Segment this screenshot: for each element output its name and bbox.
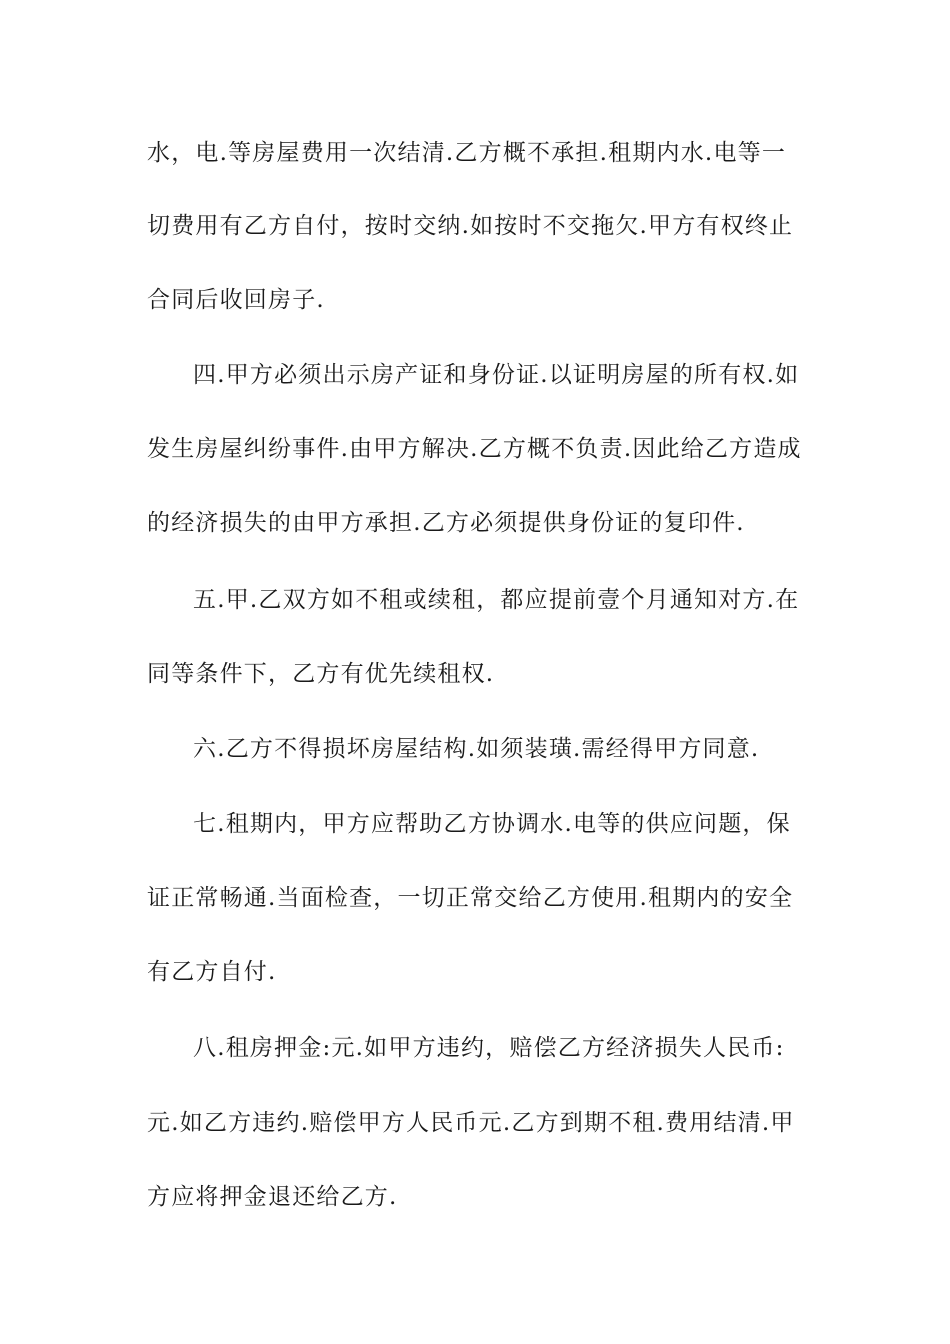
paragraph-line: 的经济损失的由甲方承担.乙方必须提供身份证的复印件. [147,510,745,536]
paragraph-line: 七.租期内，甲方应帮助乙方协调水.电等的供应问题，保 [193,811,791,837]
paragraph-line: 六.乙方不得损坏房屋结构.如须装璜.需经得甲方同意. [193,736,760,762]
paragraph-line: 元.如乙方违约.赔偿甲方人民币元.乙方到期不租.费用结清.甲 [147,1110,795,1136]
paragraph-line: 水，电.等房屋费用一次结清.乙方概不承担.租期内水.电等一 [147,140,787,166]
paragraph-line: 五.甲.乙双方如不租或续租，都应提前壹个月通知对方.在 [193,587,800,613]
paragraph-line: 切费用有乙方自付，按时交纳.如按时不交拖欠.甲方有权终止 [147,213,794,239]
paragraph-line: 发生房屋纠纷事件.由甲方解决.乙方概不负责.因此给乙方造成 [147,436,802,462]
paragraph-line: 有乙方自付. [147,959,277,985]
paragraph-line: 同等条件下，乙方有优先续租权. [147,661,495,687]
paragraph-line: 证正常畅通.当面检查，一切正常交给乙方使用.租期内的安全 [147,885,794,911]
paragraph-line: 八.租房押金:元.如甲方违约，赔偿乙方经济损失人民币: [193,1035,785,1061]
paragraph-line: 四.甲方必须出示房产证和身份证.以证明房屋的所有权.如 [193,362,800,388]
paragraph-line: 合同后收回房子. [147,287,325,313]
paragraph-line: 方应将押金退还给乙方. [147,1184,398,1210]
